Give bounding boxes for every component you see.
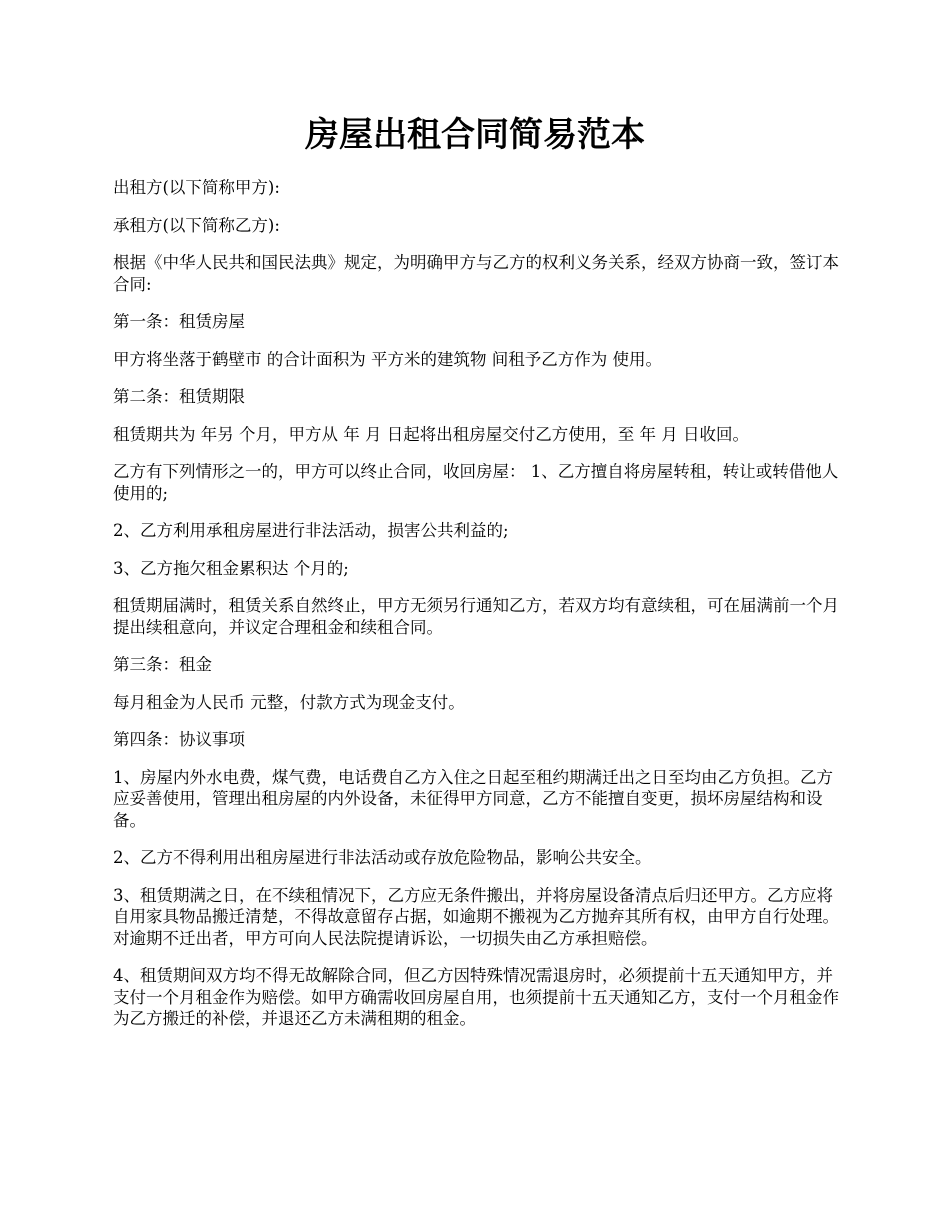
article-4-heading: 第四条：协议事项 (113, 730, 245, 749)
article-1-heading: 第一条：租赁房屋 (113, 312, 245, 331)
preamble-paragraph: 根据《中华人民共和国民法典》规定，为明确甲方与乙方的权利义务关系，经双方协商一致，签订本合同: (113, 253, 839, 294)
termination-item-2: 2、乙方利用承租房屋进行非法活动，损害公共利益的; (113, 521, 509, 540)
termination-paragraph: 乙方有下列情形之一的，甲方可以终止合同，收回房屋： 1、乙方擅自将房屋转租，转让或转借他人使用的; (113, 462, 839, 503)
renewal-paragraph: 租赁期届满时，租赁关系自然终止，甲方无须另行通知乙方，若双方均有意续租，可在届满前一个月提出续租意向，并议定合理租金和续租合同。 (113, 596, 839, 637)
agreement-item-3: 3、租赁期满之日，在不续租情况下，乙方应无条件搬出，并将房屋设备清点后归还甲方。乙方应将自用家具物品搬迁清楚，不得故意留存占据，如逾期不搬视为乙方抛弃其所有权，由甲方自行处理。对逾期不迁出者，甲方可向人民法院提请诉讼，一切损失由乙方承担赔偿。 (113, 885, 839, 948)
document-body (113, 177, 843, 1046)
party-b-line: 承租方(以下简称乙方): (113, 215, 280, 235)
termination-item-3: 3、乙方拖欠租金累积达 个月的; (113, 558, 349, 578)
agreement-item-4: 4、租赁期间双方均不得无故解除合同，但乙方因特殊情况需退房时，必须提前十五天通知甲方，并支付一个月租金作为赔偿。如甲方确需收回房屋自用，也须提前十五天通知乙方，支付一个月租金作为乙方搬迁的补偿，并退还乙方未满租期的租金。 (113, 966, 839, 1028)
agreement-item-2: 2、乙方不得利用出租房屋进行非法活动或存放危险物品，影响公共安全。 (113, 848, 652, 867)
article-1-paragraph: 甲方将坐落于鹤壁市 的合计面积为 平方米的建筑物 间租予乙方作为 使用。 (113, 349, 662, 369)
agreement-item-1: 1、房屋内外水电费，煤气费，电话费自乙方入住之日起至租约期满迁出之日至均由乙方负担。乙方应妥善使用，管理出租房屋的内外设备，未征得甲方同意，乙方不能擅自变更，损坏房屋结构和设备。 (113, 767, 833, 830)
party-a-line: 出租方(以下简称甲方): (113, 178, 280, 197)
document-title: 房屋出租合同简易范本 (305, 115, 645, 155)
article-2-heading: 第二条：租赁期限 (113, 387, 245, 406)
lease-term-paragraph: 租赁期共为 年另 个月，甲方从 年 月 日起将出租房屋交付乙方使用，至 年 月 日收回。 (113, 424, 749, 444)
rent-paragraph: 每月租金为人民币 元整，付款方式为现金支付。 (113, 692, 465, 712)
article-3-heading: 第三条：租金 (113, 655, 212, 674)
